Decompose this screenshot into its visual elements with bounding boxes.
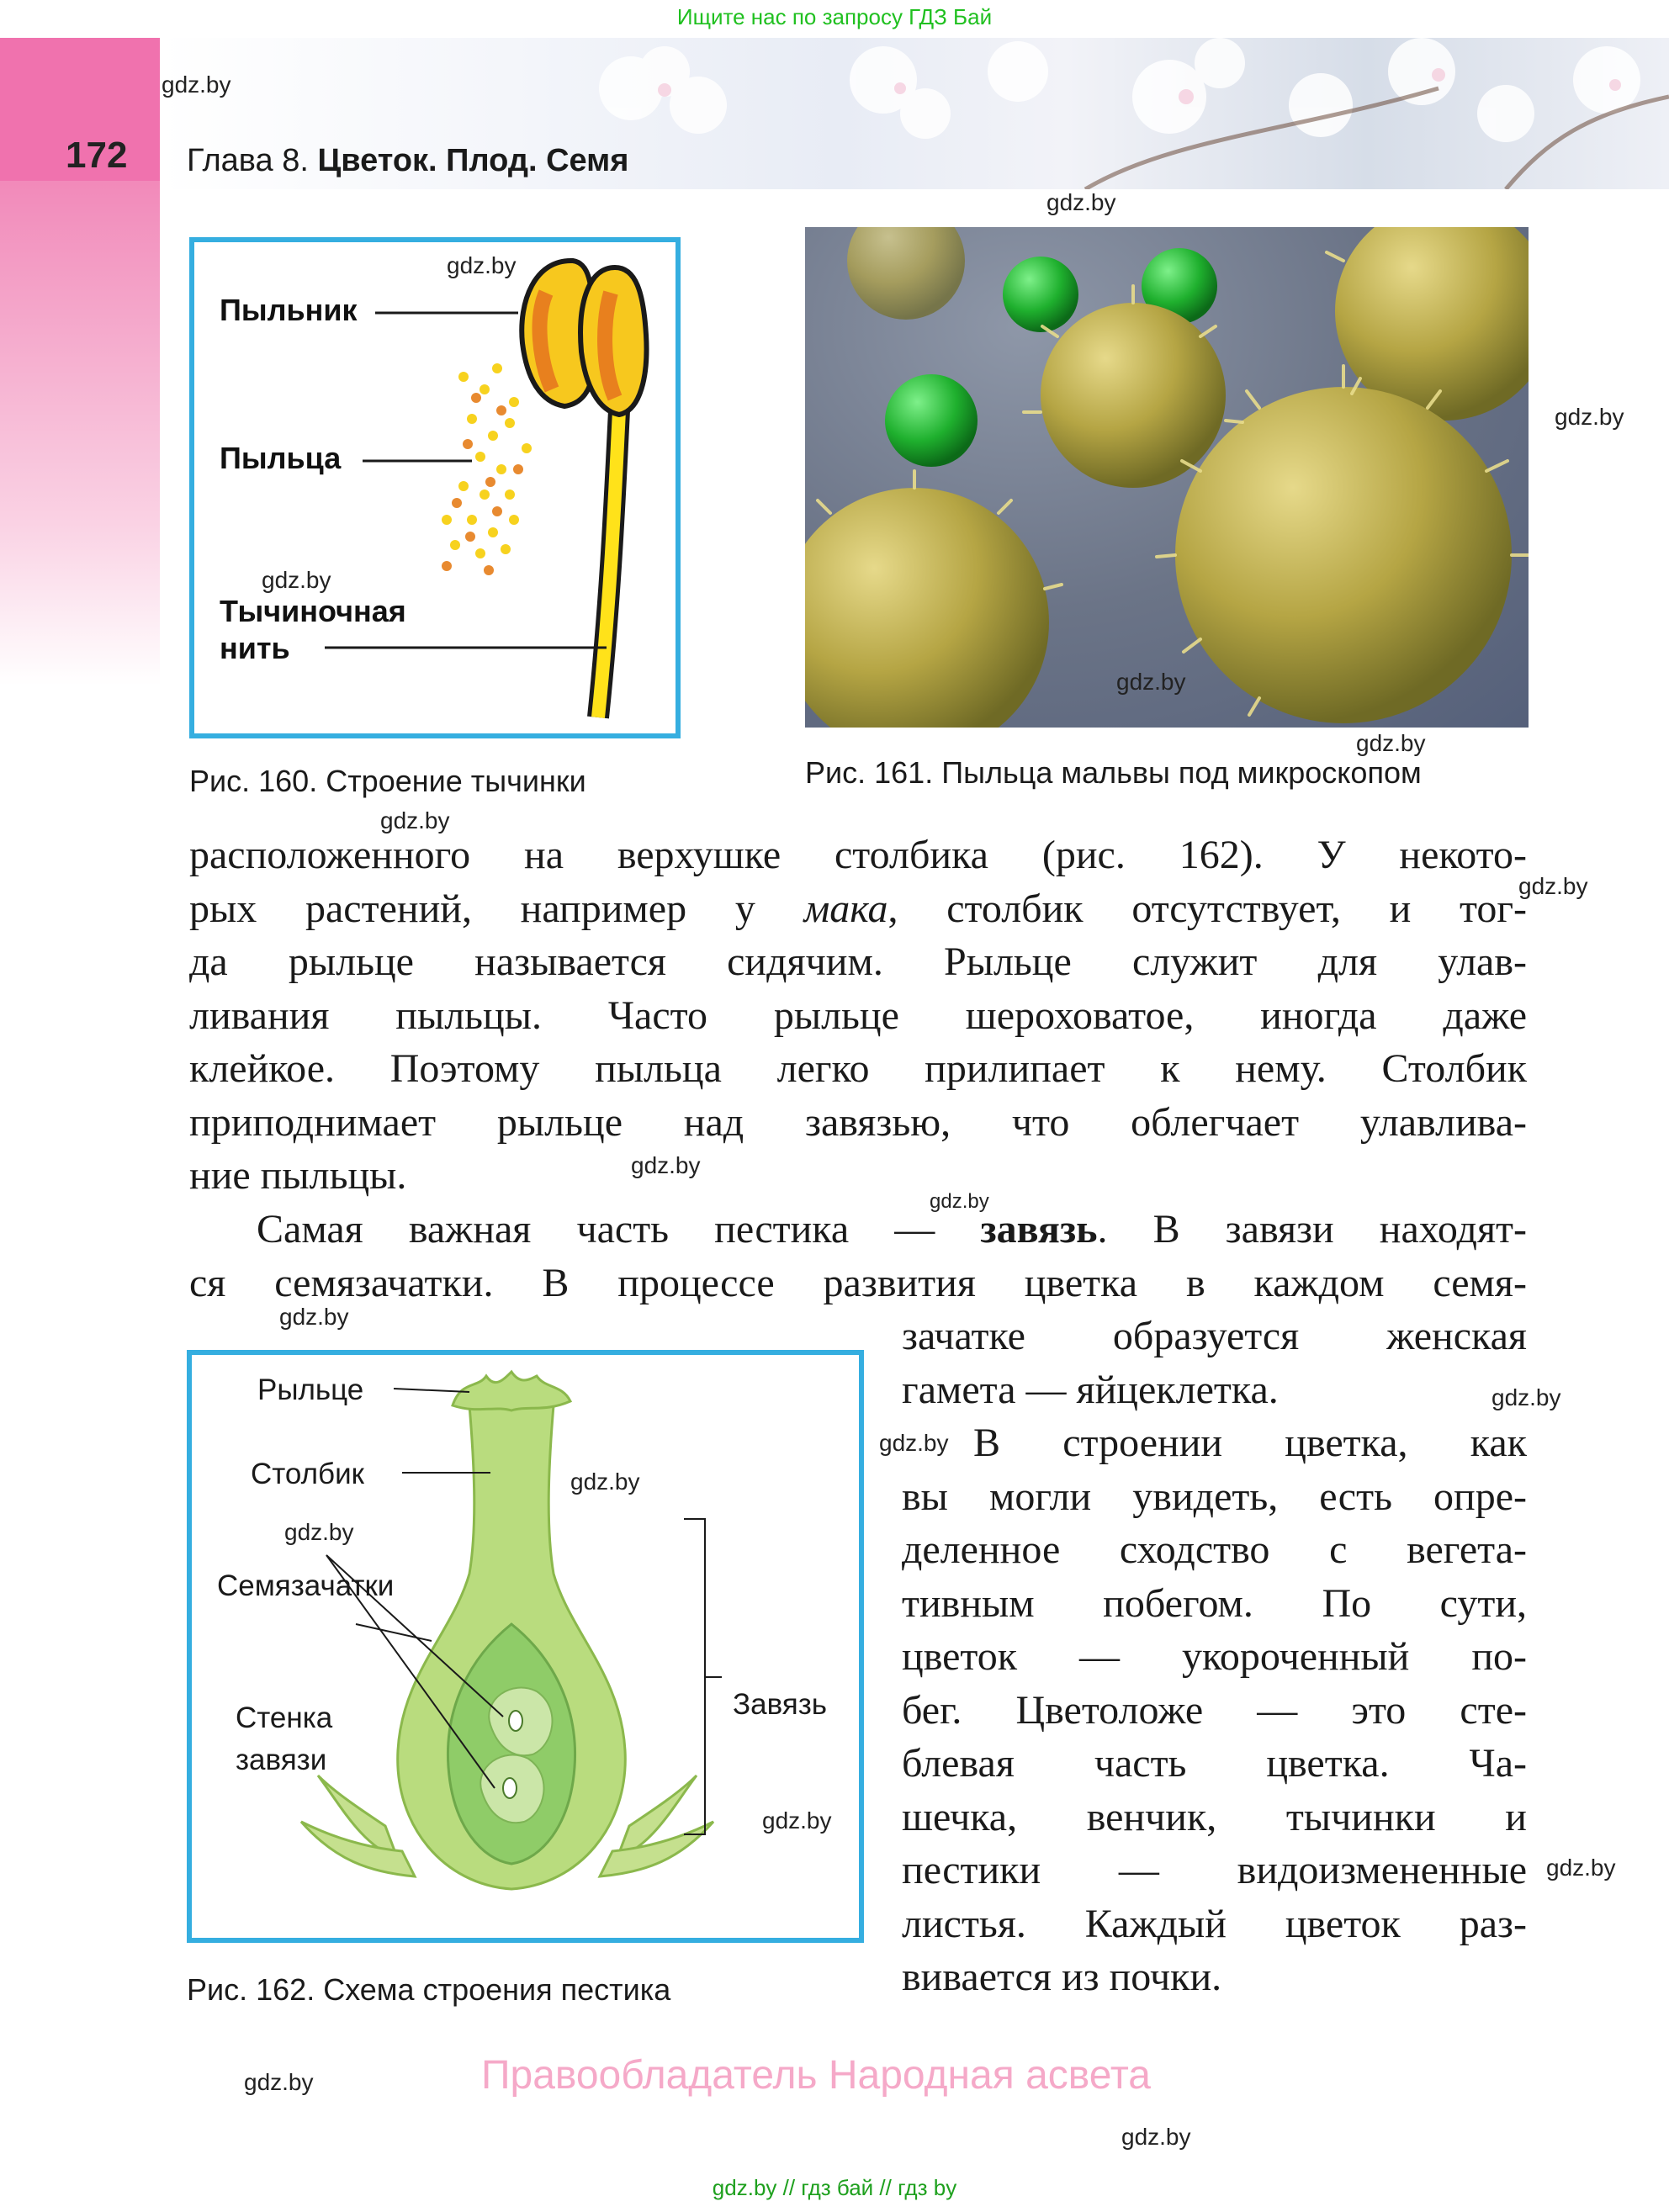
watermark: gdz.by bbox=[762, 1807, 832, 1834]
text-line: ливания пыльцы. Часто рыльце шероховатое, иногда даже bbox=[189, 992, 1527, 1038]
footer-links[interactable]: gdz.by // гдз бай // гдз by bbox=[712, 2175, 957, 2200]
text-line: деленное сходство с вегета- bbox=[902, 1527, 1527, 1572]
watermark: gdz.by bbox=[262, 567, 331, 593]
chapter-name: Цветок. Плод. Семя bbox=[317, 143, 629, 178]
text-line: зачатке образуется женская bbox=[902, 1314, 1527, 1358]
watermark: gdz.by bbox=[1116, 669, 1186, 695]
label-pollen: Пыльца bbox=[220, 441, 342, 475]
paragraph-2-continued bbox=[902, 1310, 1527, 1416]
text-line: вы могли увидеть, есть опре- bbox=[902, 1474, 1527, 1519]
text-line: ние пыльцы. bbox=[189, 1153, 407, 1198]
watermark: gdz.by bbox=[380, 807, 450, 833]
label-ovary-wall-line2: завязи bbox=[236, 1744, 327, 1776]
text-line: да рыльце называется сидячим. Рыльце служит для улав- bbox=[189, 939, 1527, 984]
bold-term: завязь bbox=[980, 1207, 1098, 1252]
text-line: В строении цветка, как bbox=[973, 1421, 1527, 1465]
label-ovary-wall-line1: Стенка bbox=[236, 1701, 333, 1734]
text-line: расположенного на верхушке столбика (рис. 162). У некото- bbox=[189, 833, 1527, 877]
figure-162-pistil bbox=[187, 1350, 864, 1943]
italic-term: мака bbox=[803, 886, 888, 931]
text-line: вивается из почки. bbox=[902, 1955, 1222, 1999]
watermark: gdz.by bbox=[1356, 730, 1426, 756]
watermark: gdz.by bbox=[447, 252, 517, 278]
top-banner[interactable]: Ищите нас по запросу ГДЗ Бай bbox=[676, 4, 993, 29]
paragraph-3 bbox=[902, 1416, 1527, 2004]
copyright-notice: Правообладатель Народная асвета bbox=[481, 2053, 1151, 2098]
text-line: бег. Цветоложе — это сте- bbox=[902, 1687, 1527, 1733]
figure-161-pollen-photo bbox=[805, 227, 1529, 728]
text-line: цветок — укороченный по- bbox=[902, 1634, 1527, 1679]
text-line: пестики — видоизмененные bbox=[902, 1848, 1527, 1892]
label-stigma: Рыльце bbox=[257, 1373, 364, 1406]
watermark: gdz.by bbox=[879, 1430, 949, 1456]
watermark: gdz.by bbox=[1546, 1855, 1616, 1881]
label-ovules: Семязачатки bbox=[217, 1569, 395, 1602]
page-number: 172 bbox=[66, 135, 128, 176]
text-line: тивным побегом. По сути, bbox=[902, 1580, 1527, 1626]
text-line: Самая важная часть пестика — завязь. В завязи находят- bbox=[257, 1207, 1527, 1252]
text-line: шечка, венчик, тычинки и bbox=[902, 1794, 1527, 1839]
pollen-grains-illustration bbox=[805, 227, 1529, 728]
text-line: гамета — яйцеклетка. bbox=[902, 1367, 1279, 1412]
paragraph-1 bbox=[189, 828, 1527, 1203]
text-line: приподнимает рыльце над завязью, что облегчает улавлива- bbox=[189, 1099, 1527, 1145]
watermark: gdz.by bbox=[1046, 189, 1116, 215]
figure-161-caption: Рис. 161. Пыльца мальвы под микроскопом bbox=[805, 755, 1422, 790]
watermark: gdz.by bbox=[244, 2069, 314, 2095]
watermark: gdz.by bbox=[1492, 1384, 1561, 1410]
text-line: блевая часть цветка. Ча- bbox=[902, 1741, 1527, 1786]
figure-162-caption: Рис. 162. Схема строения пестика bbox=[187, 1972, 671, 2007]
watermark: gdz.by bbox=[631, 1152, 701, 1178]
watermark: gdz.by bbox=[284, 1519, 354, 1545]
figure-160-stamen bbox=[189, 237, 681, 738]
watermark: gdz.by bbox=[1121, 2124, 1191, 2150]
label-ovary: Завязь bbox=[733, 1688, 828, 1721]
paragraph-2 bbox=[189, 1203, 1527, 1310]
figure-160-caption: Рис. 160. Строение тычинки bbox=[189, 764, 586, 798]
watermark: gdz.by bbox=[1555, 404, 1624, 430]
label-filament-line1: Тычиночная bbox=[220, 594, 406, 628]
watermark: gdz.by bbox=[570, 1468, 640, 1495]
text-line: клейкое. Поэтому пыльца легко прилипает к нему. Столбик bbox=[189, 1046, 1527, 1091]
watermark: gdz.by bbox=[279, 1304, 349, 1330]
watermark: gdz.by bbox=[1518, 873, 1588, 899]
text-line: рых растений, например у мака, столбик отсутствует, и тог- bbox=[189, 886, 1527, 931]
label-anther: Пыльник bbox=[220, 293, 358, 327]
watermark: gdz.by bbox=[162, 71, 231, 98]
text-line: ся семязачатки. В процессе развития цветка в каждом семя- bbox=[189, 1260, 1527, 1305]
chapter-prefix: Глава 8. bbox=[187, 143, 309, 178]
chapter-title bbox=[187, 143, 628, 179]
label-style: Столбик bbox=[251, 1458, 364, 1490]
pistil-illustration bbox=[192, 1355, 859, 1938]
label-filament-line2: нить bbox=[220, 631, 290, 665]
watermark: gdz.by bbox=[930, 1190, 989, 1213]
text-line: листья. Каждый цветок раз- bbox=[902, 1901, 1527, 1946]
